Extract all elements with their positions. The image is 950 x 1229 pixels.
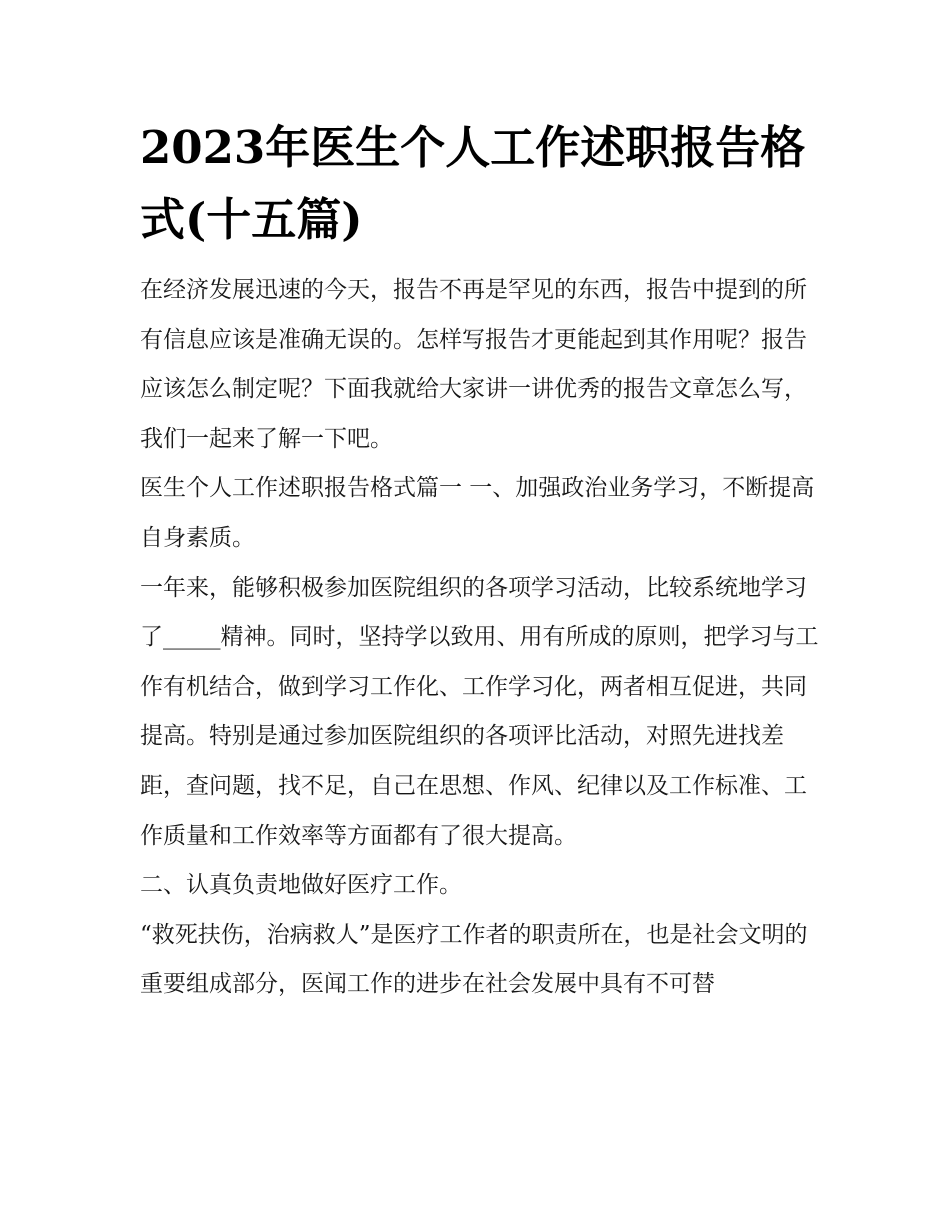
document-page	[140, 112, 820, 1010]
paragraph-study: 一年来，能够积极参加医院组织的各项学习活动，比较系统地学习了_____精神。同时，坚持学以致用、用有所成的原则，把学习与工作有机结合，做到学习工作化、工作学习化，两者相互促进，共同提高。特别是通过参加医院组织的各项评比活动，对照先进找差距，查问题，找不足，自己在思想、作风、纪律以及工作标准、工作质量和工作效率等方面都有了很大提高。	[140, 574, 819, 849]
paragraph-section-2-heading: 二、认真负责地做好医疗工作。	[140, 872, 462, 899]
paragraph-section-1-heading: 医生个人工作述职报告格式篇一 一、加强政治业务学习，不断提高自身素质。	[140, 475, 815, 551]
document-title: 2023年医生个人工作述职报告格式(十五篇)	[140, 121, 806, 246]
paragraph-intro: 在经济发展迅速的今天，报告不再是罕见的东西，报告中提到的所有信息应该是准确无误的。怎样写报告才更能起到其作用呢？报告应该怎么制定呢？下面我就给大家讲一讲优秀的报告文章怎么写，我们一起来了解一下吧。	[140, 277, 807, 452]
paragraph-medical-duty: “救死扶伤，治病救人”是医疗工作者的职责所在，也是社会文明的重要组成部分，医闻工作的进步在社会发展中具有不可替	[140, 921, 808, 998]
